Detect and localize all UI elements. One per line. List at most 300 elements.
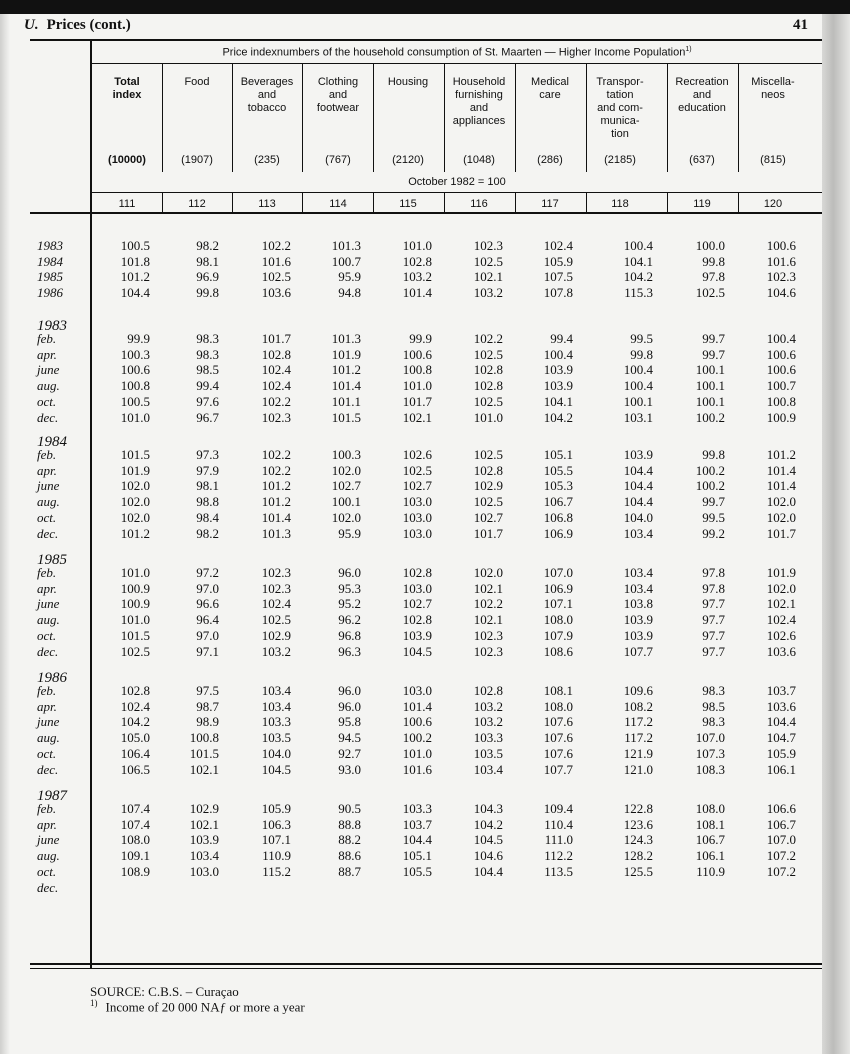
table-cell: 100.6: [120, 362, 150, 378]
table-cell: 101.7: [766, 525, 796, 541]
table-cell: 98.3: [702, 683, 725, 698]
table-cell: 103.9: [623, 447, 653, 462]
table-cell: 108.1: [695, 816, 725, 832]
table-cell: 106.7: [543, 494, 573, 510]
table-cell: 103.3: [402, 801, 432, 816]
table-cell: 102.8: [402, 612, 432, 628]
row-label: oct.: [37, 509, 57, 525]
row-label: feb.: [37, 331, 57, 346]
table-cell: 107.6: [543, 745, 573, 761]
table-top-rule: [30, 39, 822, 41]
table-cell: 99.8: [196, 285, 219, 301]
table-cell: 102.3: [261, 565, 291, 580]
table-cell: 106.4: [120, 745, 150, 761]
table-cell: 111.0: [544, 832, 573, 848]
table-cell: 108.9: [120, 863, 150, 879]
page-title: [24, 17, 131, 34]
table-cell: 94.8: [338, 285, 361, 301]
table-cell: 103.9: [189, 832, 219, 848]
table-cell: 102.1: [189, 761, 219, 777]
row-label: oct.: [37, 393, 57, 409]
table-cell: 104.6: [766, 285, 796, 301]
header-bottom-rule: [30, 212, 822, 214]
section-title: Prices (cont.): [46, 17, 131, 33]
table-cell: 109.6: [623, 683, 653, 698]
table-cell: 94.5: [338, 730, 361, 746]
table-cell: 102.5: [261, 612, 291, 628]
table-cell: 104.1: [543, 393, 573, 409]
table-cell: 98.1: [196, 478, 219, 494]
table-cell: 104.4: [120, 285, 150, 301]
table-cell: 101.5: [120, 627, 150, 643]
table-cell: 100.9: [766, 409, 796, 425]
table-cell: 101.4: [261, 509, 291, 525]
table-cell: 102.1: [473, 612, 503, 628]
row-label: 1983: [37, 238, 63, 253]
row-label: apr.: [37, 580, 57, 596]
table-cell: 102.5: [120, 643, 150, 659]
table-cell: 103.7: [766, 683, 796, 698]
row-label: apr.: [37, 346, 57, 362]
table-cell: 98.3: [196, 346, 219, 362]
table-cell: 104.4: [473, 863, 503, 879]
column-header-line: tation: [606, 89, 634, 101]
table-cell: 101.5: [120, 447, 150, 462]
table-cell: 104.0: [261, 745, 291, 761]
table-cell: 100.6: [402, 346, 432, 362]
table-cell: 102.3: [473, 643, 503, 659]
column-number: 117: [541, 198, 559, 210]
table-cell: 102.9: [189, 801, 219, 816]
table-cell: 102.4: [261, 362, 291, 378]
column-header: [373, 76, 443, 89]
table-cell: 100.8: [120, 378, 150, 394]
row-label: apr.: [37, 462, 57, 478]
table-cell: 107.6: [543, 714, 573, 730]
table-cell: 101.6: [261, 253, 291, 269]
table-cell: 100.2: [695, 478, 725, 494]
table-cell: 102.0: [120, 509, 150, 525]
table-cell: 101.6: [402, 761, 432, 777]
table-cell: 109.4: [543, 801, 573, 816]
table-cell: 101.7: [402, 393, 432, 409]
table-cell: 102.0: [331, 509, 361, 525]
table-cell: 102.8: [473, 378, 503, 394]
table-cell: 95.3: [338, 580, 361, 596]
row-label: aug.: [37, 378, 60, 394]
table-cell: 102.8: [120, 683, 150, 698]
table-cell: 103.9: [623, 627, 653, 643]
section-year: 1984: [37, 434, 67, 450]
table-cell: 100.2: [695, 409, 725, 425]
table-cell: 103.9: [543, 378, 573, 394]
page-number: 41: [793, 17, 808, 33]
table-cell: 100.3: [120, 346, 150, 362]
table-cell: 98.8: [196, 494, 219, 510]
column-header-line: tion: [611, 128, 629, 140]
table-cell: 106.9: [543, 525, 573, 541]
table-cell: 103.8: [623, 596, 653, 612]
column-header-line: Total: [114, 76, 140, 88]
table-cell: 97.7: [702, 643, 725, 659]
table-cell: 101.6: [766, 253, 796, 269]
table-cell: 102.7: [473, 509, 503, 525]
table-cell: 101.2: [331, 362, 361, 378]
table-cell: 98.5: [702, 698, 725, 714]
table-cell: 101.9: [331, 346, 361, 362]
row-label: june: [37, 478, 60, 494]
table-cell: 103.5: [261, 730, 291, 746]
table-cell: 97.8: [702, 565, 725, 580]
column-header-line: and: [328, 89, 348, 101]
table-cell: 103.0: [402, 580, 432, 596]
table-cell: 106.9: [543, 580, 573, 596]
table-cell: 104.2: [473, 816, 503, 832]
table-cell: 95.8: [338, 714, 361, 730]
table-cell: 103.0: [402, 509, 432, 525]
column-header-line: education: [678, 102, 726, 114]
column-weight: (2120): [392, 154, 424, 166]
table-cell: 96.9: [196, 269, 219, 285]
table-cell: 97.0: [196, 627, 219, 643]
row-label: feb.: [37, 683, 57, 698]
table-cell: 102.1: [402, 409, 432, 425]
table-cell: 99.8: [702, 253, 725, 269]
table-cell: 102.8: [261, 346, 291, 362]
row-label: 1984: [37, 253, 63, 269]
row-label: apr.: [37, 816, 57, 832]
row-label: dec.: [37, 643, 59, 659]
table-cell: 92.7: [338, 745, 361, 761]
table-cell: 102.8: [473, 462, 503, 478]
table-cell: 128.2: [623, 848, 653, 864]
table-cell: 102.7: [331, 478, 361, 494]
column-number: 115: [399, 198, 417, 210]
table-cell: 107.6: [543, 730, 573, 746]
column-weight: (815): [760, 154, 786, 166]
table-cell: 96.8: [338, 627, 361, 643]
table-cell: 105.9: [766, 745, 796, 761]
table-cell: 101.0: [402, 238, 432, 253]
table-cell: 101.2: [261, 494, 291, 510]
table-cell: 100.5: [120, 393, 150, 409]
table-cell: 97.1: [196, 643, 219, 659]
table-cell: 103.0: [189, 863, 219, 879]
table-cell: 103.2: [473, 698, 503, 714]
table-cell: 100.4: [623, 362, 653, 378]
table-cell: 108.0: [120, 832, 150, 848]
column-header-line: Beverages: [240, 76, 294, 88]
table-cell: 107.4: [120, 801, 150, 816]
table-cell: 102.5: [402, 462, 432, 478]
table-cell: 102.0: [766, 509, 796, 525]
column-header-line: Miscella-: [751, 76, 795, 88]
table-cell: 103.4: [623, 580, 653, 596]
table-cell: 102.4: [543, 238, 573, 253]
table-cell: 88.7: [338, 863, 361, 879]
table-cell: 100.8: [402, 362, 432, 378]
table-cell: 97.5: [196, 683, 219, 698]
table-cell: 96.7: [196, 409, 219, 425]
table-cell: 100.2: [402, 730, 432, 746]
table-cell: 107.0: [695, 730, 725, 746]
column-weight: (1048): [463, 154, 495, 166]
table-cell: 98.9: [196, 714, 219, 730]
table-cell: 105.5: [402, 863, 432, 879]
table-cell: 108.2: [623, 698, 653, 714]
table-cell: 100.8: [766, 393, 796, 409]
table-cell: 107.4: [120, 816, 150, 832]
row-label: oct.: [37, 745, 57, 761]
table-cell: 100.4: [623, 238, 653, 253]
column-header-line: and: [257, 89, 277, 101]
table-cell: 99.4: [550, 331, 573, 346]
table-cell: 101.4: [402, 285, 432, 301]
table-cell: 104.2: [120, 714, 150, 730]
row-label: feb.: [37, 801, 57, 816]
column-header-line: and: [469, 102, 489, 114]
column-number: 120: [763, 198, 783, 210]
table-cell: 106.5: [120, 761, 150, 777]
column-number: 114: [329, 198, 347, 210]
table-cell: 103.3: [261, 714, 291, 730]
table-cell: 101.8: [120, 253, 150, 269]
column-number: 118: [611, 198, 629, 210]
table-cell: 103.3: [473, 730, 503, 746]
column-weight: (1907): [181, 154, 213, 166]
table-cell: 102.9: [261, 627, 291, 643]
table-cell: 100.6: [766, 362, 796, 378]
row-label: oct.: [37, 627, 57, 643]
table-cell: 100.3: [331, 447, 361, 462]
table-cell: 104.0: [623, 509, 653, 525]
table-cell: 117.2: [624, 714, 653, 730]
column-header: [92, 76, 162, 102]
table-cell: 103.4: [473, 761, 503, 777]
footnote-text: Income of 20 000 NAƒ or more a year: [105, 999, 305, 1015]
table-cell: 107.7: [543, 761, 573, 777]
table-cell: 112.2: [544, 848, 573, 864]
table-cell: 103.2: [473, 285, 503, 301]
table-cell: 97.7: [702, 596, 725, 612]
table-cell: 100.7: [331, 253, 361, 269]
table-cell: 100.4: [623, 378, 653, 394]
column-header: [232, 76, 302, 115]
table-cell: 99.5: [630, 331, 653, 346]
table-cell: 124.3: [623, 832, 653, 848]
table-cell: 97.0: [196, 580, 219, 596]
table-cell: 99.4: [196, 378, 219, 394]
table-cell: 102.1: [766, 596, 796, 612]
table-title-text: Price indexnumbers of the household consumption of St. Maarten — Higher Income Population: [222, 46, 686, 59]
table-cell: 96.2: [338, 612, 361, 628]
column-number: 112: [188, 198, 206, 210]
table-cell: 106.1: [766, 761, 796, 777]
column-header: [303, 76, 373, 115]
table-cell: 102.3: [473, 238, 503, 253]
table-cell: 101.4: [766, 462, 796, 478]
table-cell: 121.0: [623, 761, 653, 777]
table-cell: 101.5: [189, 745, 219, 761]
table-cell: 102.5: [473, 494, 503, 510]
table-cell: 101.9: [766, 565, 796, 580]
table-cell: 107.1: [261, 832, 291, 848]
row-label: 1986: [37, 285, 63, 301]
table-cell: 107.2: [766, 848, 796, 864]
column-header: [515, 76, 585, 102]
table-cell: 108.6: [543, 643, 573, 659]
row-label: june: [37, 362, 60, 378]
table-cell: 98.3: [196, 331, 219, 346]
table-cell: 110.9: [696, 863, 725, 879]
table-cell: 102.0: [120, 494, 150, 510]
column-header-line: neos: [761, 89, 785, 101]
footnote-ref: 1): [685, 46, 692, 53]
table-cell: 101.0: [120, 612, 150, 628]
table-cell: 122.8: [623, 801, 653, 816]
table-cell: 96.0: [338, 683, 361, 698]
table-cell: 98.2: [196, 238, 219, 253]
table-cell: 101.1: [331, 393, 361, 409]
table-cell: 102.5: [261, 269, 291, 285]
table-cell: 104.4: [623, 478, 653, 494]
table-cell: 104.5: [261, 761, 291, 777]
table-cell: 108.3: [695, 761, 725, 777]
table-cell: 107.2: [766, 863, 796, 879]
table-cell: 102.2: [261, 238, 291, 253]
table-cell: 106.8: [543, 509, 573, 525]
table-bottom-rule-2: [30, 968, 822, 969]
table-cell: 102.8: [473, 362, 503, 378]
table-cell: 98.5: [196, 362, 219, 378]
table-cell: 102.0: [473, 565, 503, 580]
row-label: oct.: [37, 863, 57, 879]
table-cell: 99.7: [702, 494, 725, 510]
table-cell: 108.0: [543, 698, 573, 714]
table-cell: 103.0: [402, 494, 432, 510]
table-cell: 102.1: [473, 580, 503, 596]
table-cell: 107.3: [695, 745, 725, 761]
table-cell: 95.9: [338, 269, 361, 285]
table-cell: 105.1: [543, 447, 573, 462]
table-cell: 100.0: [695, 238, 725, 253]
table-cell: 103.4: [261, 698, 291, 714]
table-cell: 103.0: [402, 683, 432, 698]
table-cell: 110.9: [262, 848, 291, 864]
table-cell: 95.2: [338, 596, 361, 612]
row-label: dec.: [37, 409, 59, 425]
table-cell: 104.1: [623, 253, 653, 269]
table-cell: 101.0: [402, 745, 432, 761]
table-cell: 103.2: [261, 643, 291, 659]
table-cell: 100.8: [189, 730, 219, 746]
table-cell: 102.5: [473, 346, 503, 362]
table-cell: 123.6: [623, 816, 653, 832]
table-cell: 96.3: [338, 643, 361, 659]
table-cell: 99.9: [127, 331, 150, 346]
table-cell: 101.2: [120, 269, 150, 285]
table-cell: 100.9: [120, 596, 150, 612]
table-cell: 102.8: [402, 565, 432, 580]
table-cell: 102.3: [261, 580, 291, 596]
table-cell: 102.6: [402, 447, 432, 462]
table-cell: 102.4: [261, 378, 291, 394]
table-cell: 102.5: [473, 447, 503, 462]
table-cell: 105.9: [261, 801, 291, 816]
table-cell: 101.3: [331, 238, 361, 253]
table-cell: 97.2: [196, 565, 219, 580]
table-cell: 107.8: [543, 285, 573, 301]
table-bottom-rule: [30, 963, 822, 965]
column-header-line: furnishing: [455, 89, 503, 101]
table-cell: 98.1: [196, 253, 219, 269]
table-cell: 101.0: [120, 409, 150, 425]
table-cell: 103.9: [543, 362, 573, 378]
table-cell: 101.4: [331, 378, 361, 394]
table-cell: 97.7: [702, 612, 725, 628]
table-cell: 93.0: [338, 761, 361, 777]
table-cell: 96.0: [338, 698, 361, 714]
column-weight: (286): [537, 154, 563, 166]
table-cell: 99.9: [409, 331, 432, 346]
table-cell: 109.1: [120, 848, 150, 864]
column-header-line: and: [692, 89, 712, 101]
table-cell: 104.4: [623, 494, 653, 510]
table-cell: 115.3: [624, 285, 653, 301]
table-cell: 103.4: [189, 848, 219, 864]
column-header: [667, 76, 737, 115]
footnote: [90, 998, 305, 1015]
table-cell: 102.1: [473, 269, 503, 285]
table-cell: 102.5: [473, 253, 503, 269]
base-rule: [92, 192, 822, 193]
table-cell: 107.1: [543, 596, 573, 612]
row-label: 1985: [37, 269, 63, 285]
table-cell: 103.4: [623, 565, 653, 580]
row-label: dec.: [37, 879, 59, 895]
table-cell: 101.0: [402, 378, 432, 394]
table-cell: 102.6: [766, 627, 796, 643]
column-header-line: Food: [184, 76, 210, 88]
table-cell: 106.7: [766, 816, 796, 832]
table-cell: 102.2: [261, 462, 291, 478]
table-cell: 90.5: [338, 801, 361, 816]
table-cell: 103.6: [766, 643, 796, 659]
column-header: [585, 76, 655, 141]
table-cell: 102.3: [766, 269, 796, 285]
table-cell: 96.6: [196, 596, 219, 612]
table-cell: 105.1: [402, 848, 432, 864]
table-cell: 102.8: [473, 683, 503, 698]
table-cell: 99.7: [702, 331, 725, 346]
table-cell: 103.7: [402, 816, 432, 832]
table-cell: 106.3: [261, 816, 291, 832]
table-cell: 100.6: [402, 714, 432, 730]
table-cell: 104.7: [766, 730, 796, 746]
column-weight: (2185): [604, 154, 636, 166]
column-number: 111: [118, 198, 136, 210]
table-cell: 102.7: [402, 596, 432, 612]
row-label: aug.: [37, 848, 60, 864]
table-cell: 108.1: [543, 683, 573, 698]
table-cell: 103.9: [402, 627, 432, 643]
table-cell: 88.8: [338, 816, 361, 832]
table-cell: 102.0: [766, 494, 796, 510]
table-title: [92, 46, 822, 59]
table-cell: 97.9: [196, 462, 219, 478]
table-cell: 101.4: [766, 478, 796, 494]
table-cell: 101.5: [331, 409, 361, 425]
